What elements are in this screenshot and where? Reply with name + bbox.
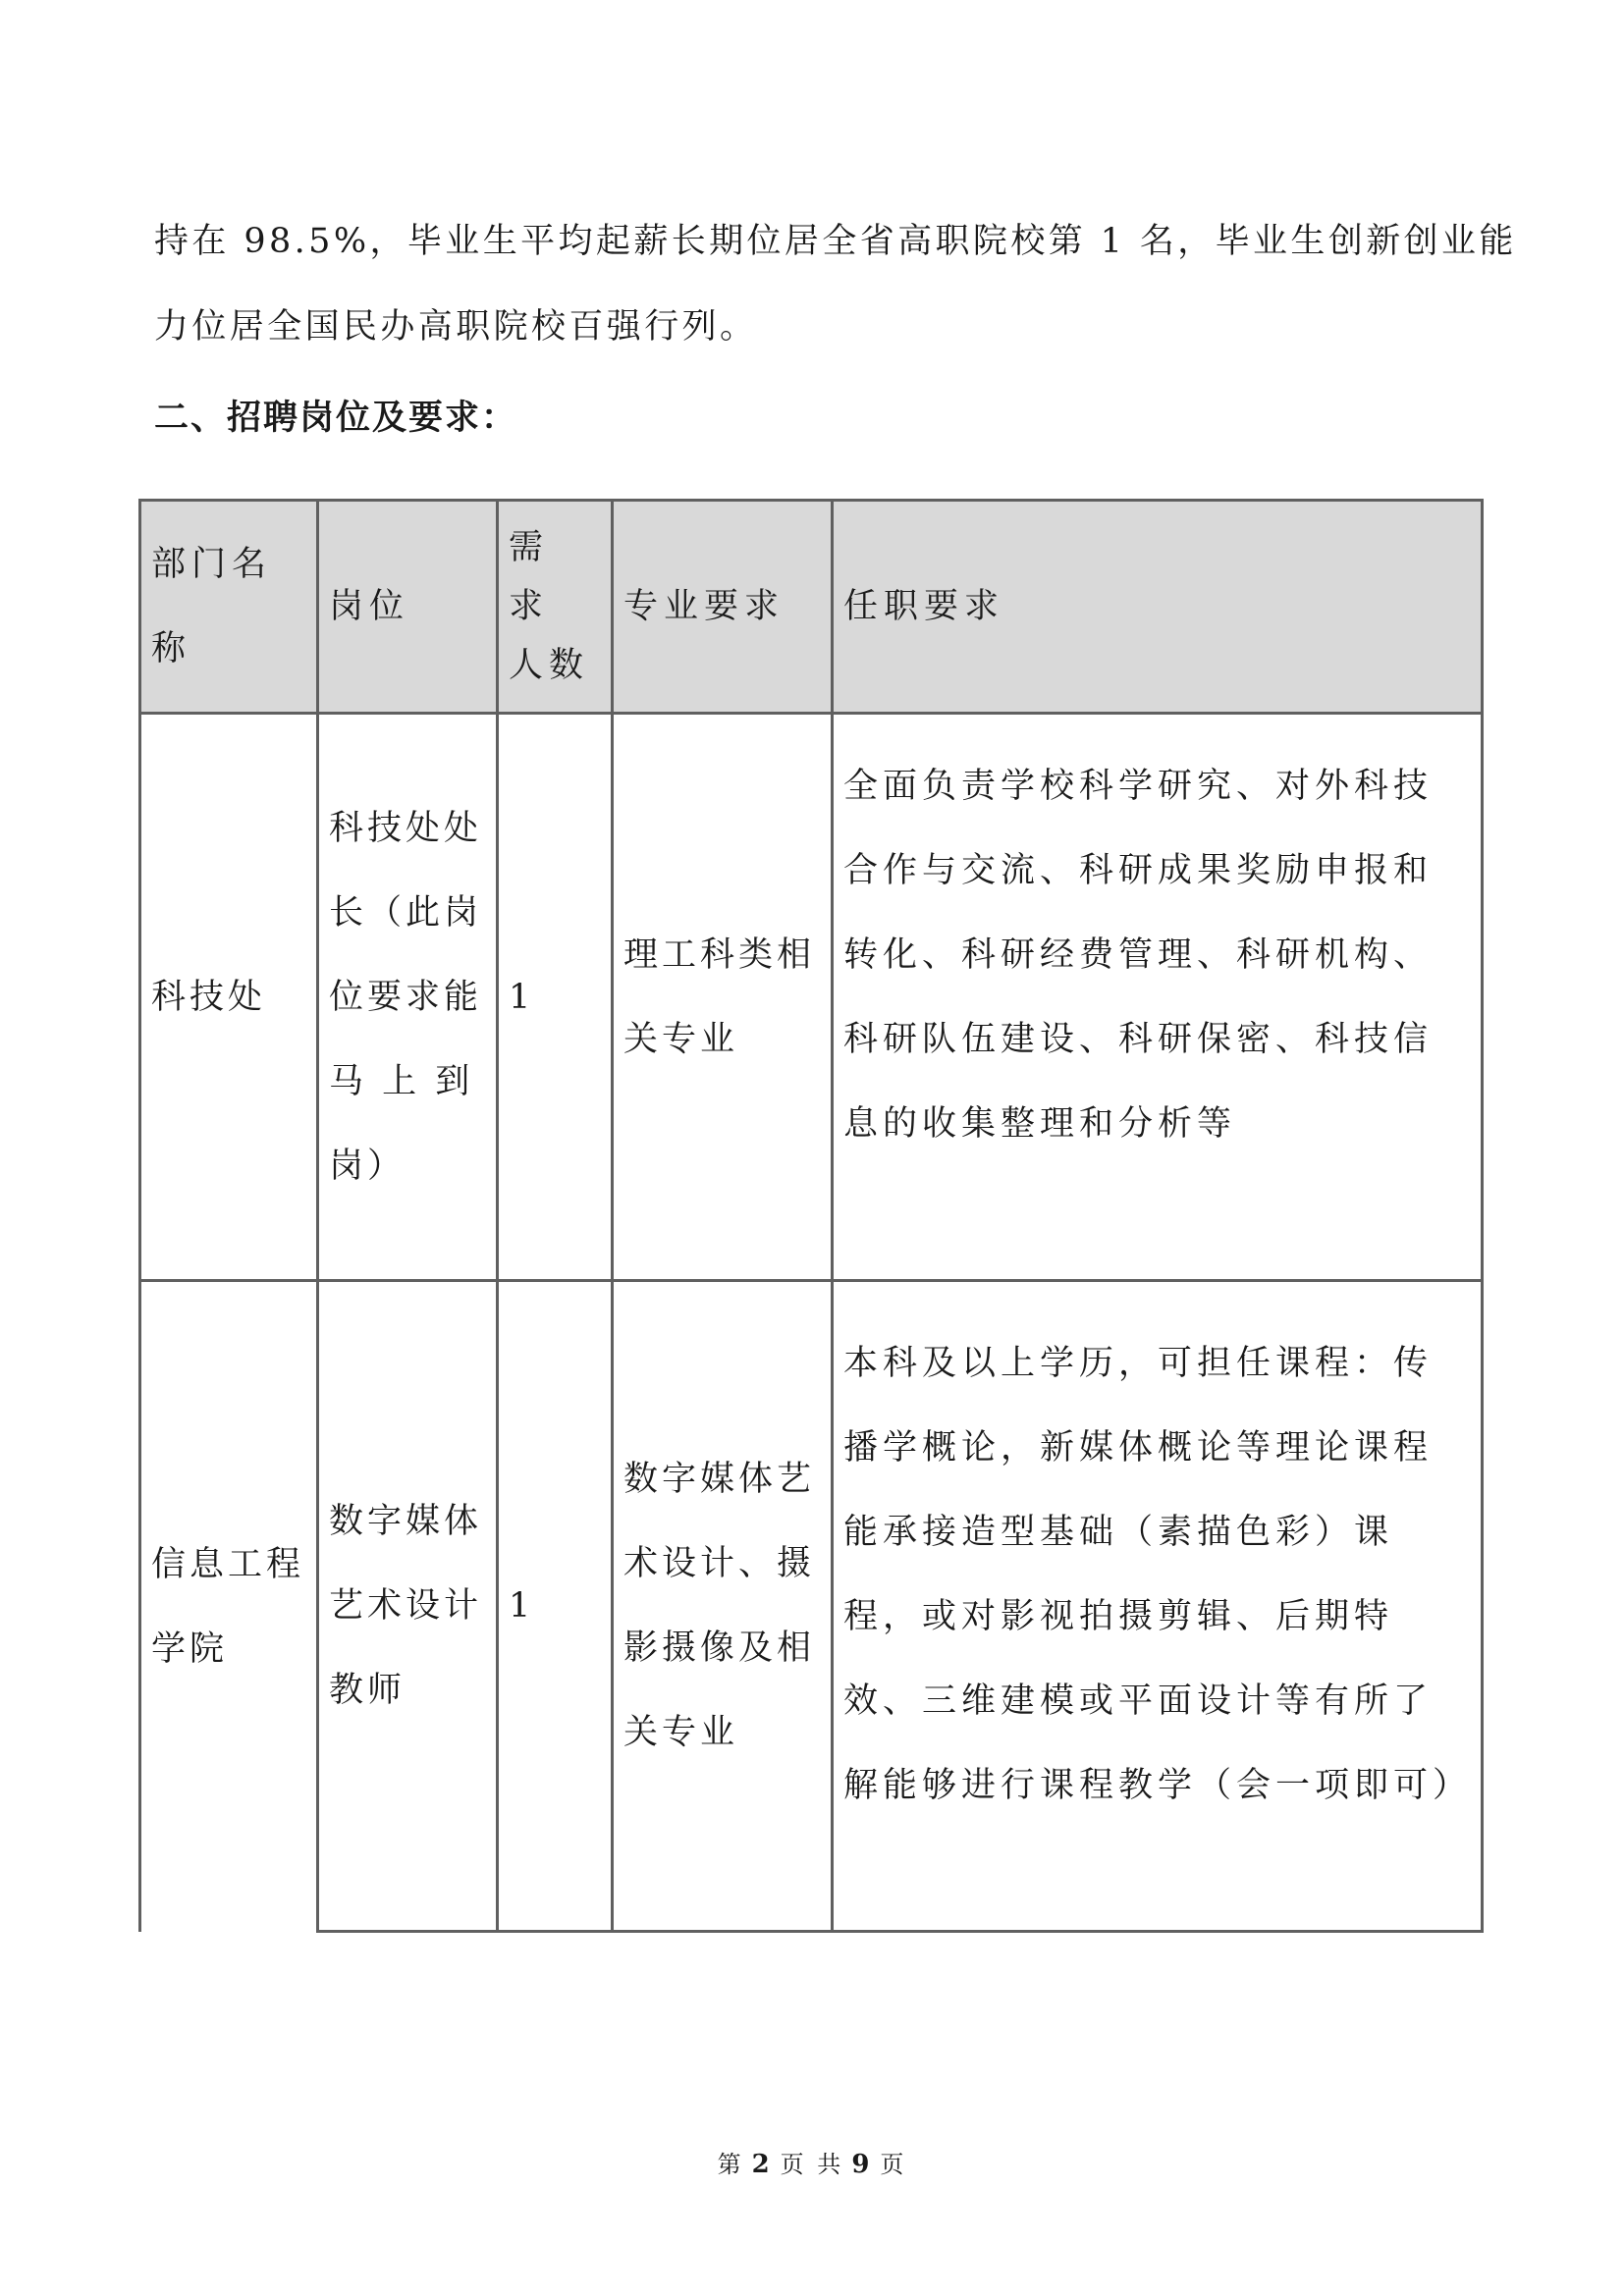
- header-dept: 部门名称: [140, 501, 318, 714]
- footer-page-number: 2: [751, 2150, 773, 2179]
- cell-duty: 本科及以上学历，可担任课程：传播学概论，新媒体概论等理论课程能承接造型基础（素描色彩）课程，或对影视拍摄剪辑、后期特效、三维建模或平面设计等有所了解能够进行课程教学（会一项即可）: [833, 1281, 1483, 1932]
- intro-line-2: 力位居全国民办高职院校百强行列。: [154, 307, 758, 347]
- cell-duty: 全面负责学校科学研究、对外科技合作与交流、科研成果奖励申报和转化、科研经费管理、科研机构、科研队伍建设、科研保密、科技信息的收集整理和分析等: [833, 714, 1483, 1281]
- cell-count: 1: [498, 1281, 613, 1932]
- header-duty: 任职要求: [833, 501, 1483, 714]
- footer-mid: 页 共: [780, 2151, 844, 2178]
- intro-line-1: 持在 98.5%，毕业生平均起薪长期位居全省高职院校第 1 名，毕业生创新创业能: [154, 222, 1517, 261]
- cell-count: 1: [498, 714, 613, 1281]
- cell-dept: 科技处: [140, 714, 318, 1281]
- footer-suffix: 页: [880, 2151, 907, 2178]
- recruitment-table: [138, 499, 1484, 1933]
- cell-position: 数字媒体艺术设计教师: [318, 1281, 498, 1932]
- table-row: [140, 714, 1483, 1281]
- header-count-line-1: 需 求: [509, 528, 550, 626]
- footer-total-pages: 9: [851, 2150, 873, 2179]
- footer-prefix: 第: [717, 2151, 744, 2178]
- header-count: [498, 501, 613, 714]
- cell-position: 科技处处长（此岗位要求能马 上 到岗）: [318, 714, 498, 1281]
- table-row: [140, 1281, 1483, 1932]
- cell-dept: 信息工程学院: [140, 1281, 318, 1932]
- section-title: 二、招聘岗位及要求：: [154, 399, 518, 438]
- header-position: 岗位: [318, 501, 498, 714]
- page-footer: [0, 2145, 1624, 2179]
- cell-major: 数字媒体艺术设计、摄影摄像及相关专业: [613, 1281, 833, 1932]
- header-major: 专业要求: [613, 501, 833, 714]
- table-header-row: [140, 501, 1483, 714]
- header-count-line-2: 人数: [509, 646, 590, 685]
- cell-major: 理工科类相关专业: [613, 714, 833, 1281]
